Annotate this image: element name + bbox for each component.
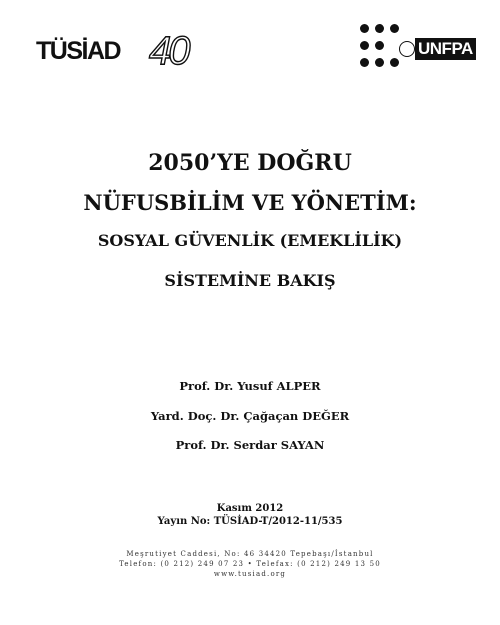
author-3: Prof. Dr. Serdar SAYAN xyxy=(175,438,325,452)
author-1: Prof. Dr. Yusuf ALPER xyxy=(179,379,321,393)
report-subtitle-line-1: SOSYAL GÜVENLİK (EMEKLİLİK) xyxy=(97,231,403,250)
tusiad-40-anniversary-mark: 40 xyxy=(149,29,188,73)
report-title-line-2: NÜFUSBİLİM VE YÖNETİM: xyxy=(83,190,417,215)
website-line: www.tusiad.org xyxy=(213,570,287,578)
address-line: Meşrutiyet Caddesi, No: 46 34420 Tepebaşı/İstanbul xyxy=(126,550,374,558)
unfpa-logo xyxy=(360,24,500,79)
publication-number: Yayın No: TÜSİAD-T/2012-11/535 xyxy=(157,516,343,527)
un-emblem-icon xyxy=(399,41,415,57)
unfpa-logo-text: UNFPA xyxy=(415,38,476,60)
tusiad-logo-text: TÜSİAD xyxy=(36,37,121,65)
author-2: Yard. Doç. Dr. Çağaçan DEĞER xyxy=(150,409,350,423)
phone-fax-line: Telefon: (0 212) 249 07 23 • Telefax: (0 212) 249 13 50 xyxy=(119,560,381,568)
tusiad-40-logo xyxy=(36,29,196,73)
report-subtitle-line-2: SİSTEMİNE BAKIŞ xyxy=(164,271,336,290)
publication-date: Kasım 2012 xyxy=(216,503,284,514)
report-title-line-1: 2050’YE DOĞRU xyxy=(148,150,352,176)
